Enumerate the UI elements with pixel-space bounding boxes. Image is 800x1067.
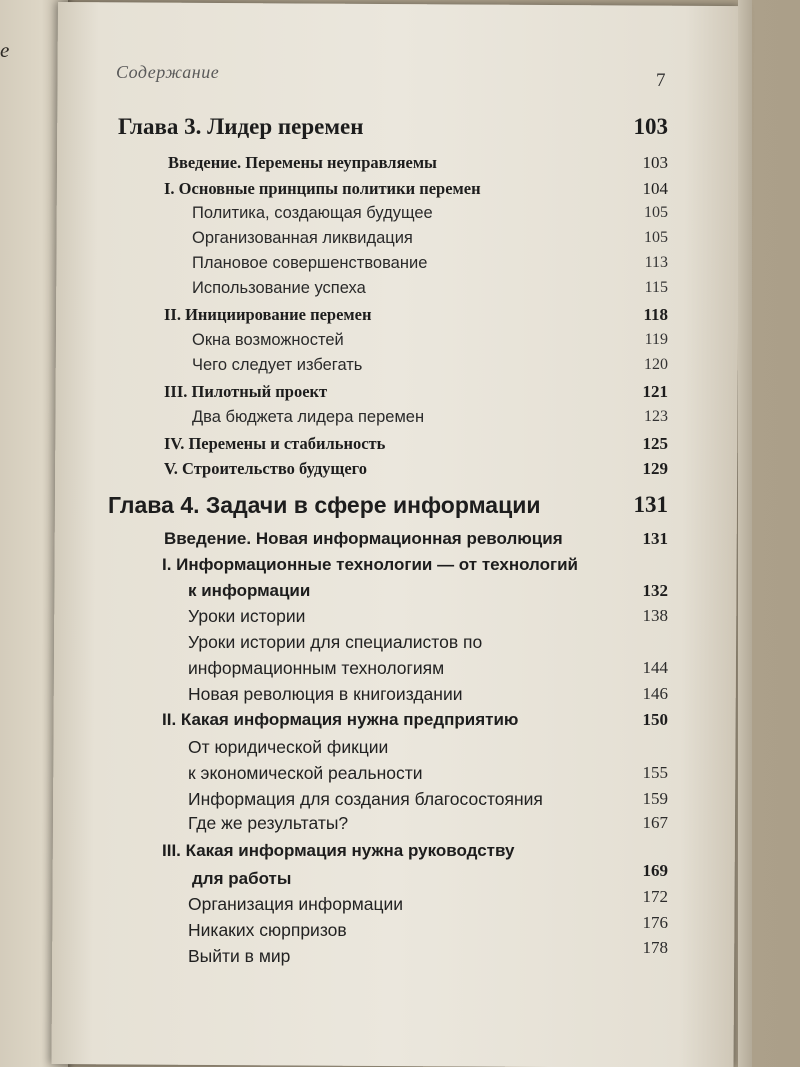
toc-entry-title: II. Инициирование перемен bbox=[164, 305, 372, 324]
toc-entry-page: 121 bbox=[642, 382, 668, 401]
toc-entry-title: От юридической фикции bbox=[188, 737, 389, 757]
toc-entry-title: Использование успеха bbox=[192, 279, 366, 297]
chapter-title: Глава 3. Лидер перемен bbox=[118, 114, 364, 139]
toc-entry-page: 178 bbox=[642, 938, 668, 957]
toc-entry-title: Чего следует избегать bbox=[192, 356, 363, 374]
toc-entry-page: 167 bbox=[642, 813, 668, 832]
toc-entry-page: 105 bbox=[644, 229, 668, 246]
toc-entry-title: для работы bbox=[192, 869, 292, 888]
toc-entry-title: Уроки истории для специалистов по bbox=[188, 632, 483, 652]
toc-entry-page: 104 bbox=[642, 179, 668, 198]
page-stack-edge bbox=[738, 0, 752, 1067]
toc-entry-page: 146 bbox=[642, 684, 668, 703]
toc-entry-page: 144 bbox=[642, 658, 668, 677]
toc-entry-title: I. Основные принципы политики перемен bbox=[164, 179, 481, 198]
toc-entry-title: Никаких сюрпризов bbox=[188, 920, 347, 940]
toc-entry-title: информационным технологиям bbox=[188, 658, 445, 678]
toc-entry-title: Введение. Новая информационная революция bbox=[164, 529, 563, 548]
toc-entry-title: Выйти в мир bbox=[188, 946, 291, 966]
toc-entry-page: 132 bbox=[642, 581, 668, 600]
toc-entry-title: III. Пилотный проект bbox=[164, 382, 328, 401]
toc-entry-title: Новая революция в книгоиздании bbox=[188, 684, 463, 704]
toc-entry-page: 172 bbox=[642, 887, 668, 906]
toc-entry-page: 103 bbox=[642, 153, 668, 172]
toc-entry-page: 115 bbox=[644, 279, 668, 296]
toc-entry-page: 125 bbox=[642, 434, 668, 453]
toc-entry-page: 159 bbox=[642, 789, 668, 808]
toc-entry-page: 169 bbox=[642, 861, 668, 880]
toc-entry-title: V. Строительство будущего bbox=[164, 459, 368, 478]
toc-entry-title: I. Информационные технологии — от технологий bbox=[162, 555, 578, 574]
toc-entry-page: 129 bbox=[642, 459, 668, 478]
toc-entry-page: 131 bbox=[642, 529, 668, 548]
toc-entry-title: Организация информации bbox=[188, 894, 404, 914]
chapter-page: 103 bbox=[633, 114, 668, 139]
toc-entry-page: 150 bbox=[642, 710, 668, 729]
toc-entry-title: Политика, создающая будущее bbox=[192, 204, 433, 222]
toc-entry-title: Окна возможностей bbox=[192, 331, 344, 349]
chapter-page: 131 bbox=[633, 492, 668, 517]
toc-entry-title: Организованная ликвидация bbox=[192, 229, 413, 247]
toc-entry-page: 176 bbox=[642, 913, 668, 932]
toc-entry-title: Уроки истории bbox=[188, 606, 306, 626]
chapter-title: Глава 4. Задачи в сфере информации bbox=[108, 492, 541, 518]
toc-entry-title: III. Какая информация нужна руководству bbox=[162, 841, 515, 860]
toc-entry-title: Два бюджета лидера перемен bbox=[192, 408, 425, 426]
toc-entry-page: 120 bbox=[644, 356, 668, 373]
toc-entry-title: к информации bbox=[188, 581, 311, 600]
left-page-text-fragment: e bbox=[0, 38, 10, 62]
toc-entry-title: к экономической реальности bbox=[188, 763, 423, 783]
page-number: 7 bbox=[656, 70, 666, 91]
toc-entry-title: Плановое совершенствование bbox=[192, 254, 428, 272]
toc-entry-page: 138 bbox=[642, 606, 668, 625]
toc-entry-page: 113 bbox=[644, 254, 668, 271]
toc-entry-title: Где же результаты? bbox=[188, 813, 349, 833]
toc-entry-page: 155 bbox=[642, 763, 668, 782]
toc-entry-title: IV. Перемены и стабильность bbox=[164, 434, 386, 453]
toc-entry-page: 105 bbox=[644, 204, 668, 221]
running-head: Содержание bbox=[116, 62, 220, 82]
toc-entry-page: 118 bbox=[643, 305, 668, 324]
toc-entry-title: Информация для создания благосостояния bbox=[188, 789, 543, 809]
toc-entry-page: 119 bbox=[644, 331, 668, 348]
toc-entry-title: II. Какая информация нужна предприятию bbox=[162, 710, 519, 729]
toc-entry-page: 123 bbox=[644, 408, 668, 425]
toc-entry-title: Введение. Перемены неуправляемы bbox=[168, 153, 437, 172]
